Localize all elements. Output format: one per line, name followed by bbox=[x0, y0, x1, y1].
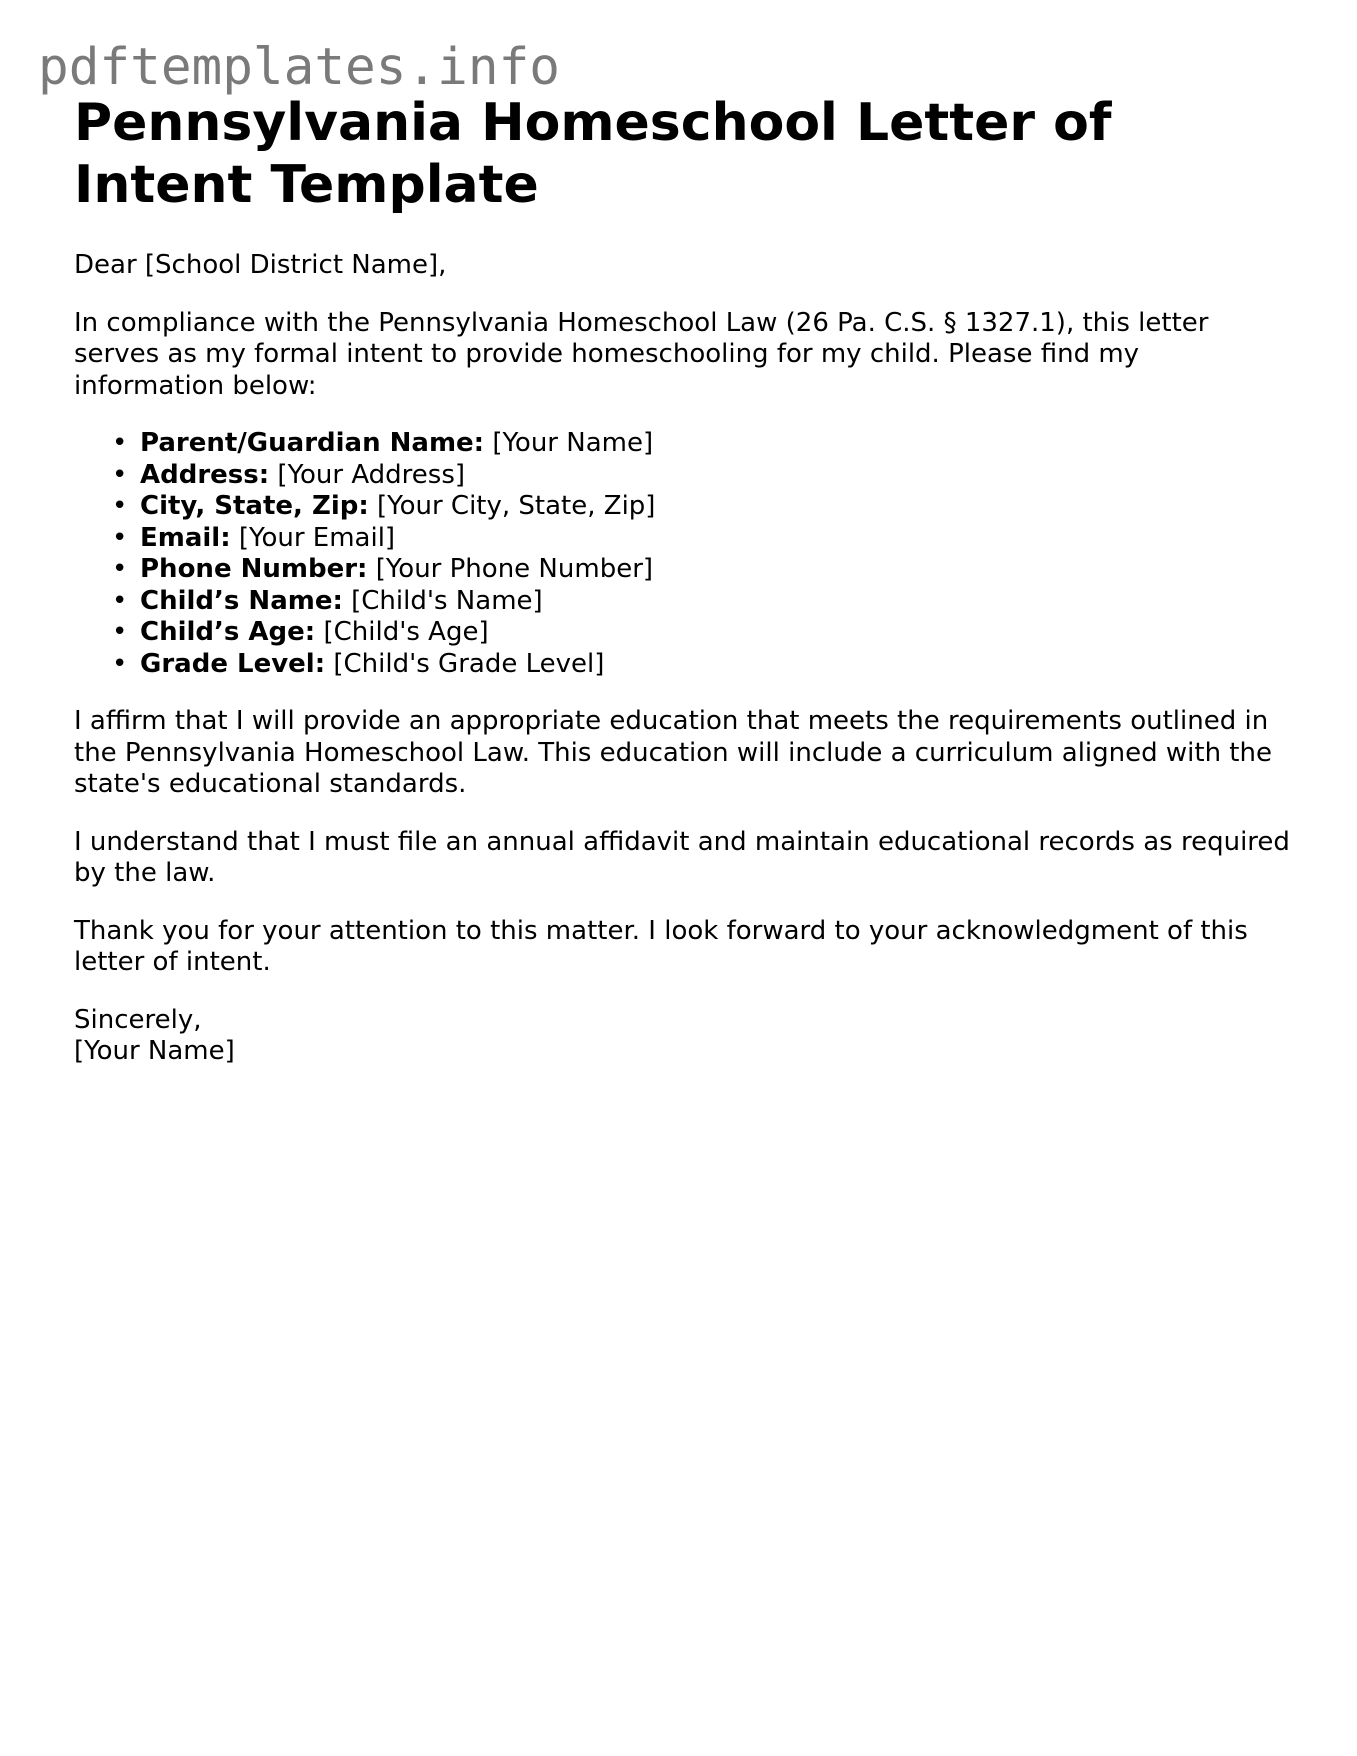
list-item bbox=[112, 459, 1294, 492]
item-value: [Your Email] bbox=[230, 522, 396, 553]
bullet-icon: • bbox=[112, 554, 128, 584]
list-item bbox=[112, 522, 1294, 555]
info-list bbox=[74, 428, 1294, 680]
affirmation-paragraph: I affirm that I will provide an appropriate education that meets the requirements outlined in the Pennsylvania Homeschool Law. This education will include a curriculum aligned with the state's educational standards. bbox=[74, 706, 1272, 799]
item-label: Email: bbox=[140, 522, 231, 553]
signature-placeholder: [Your Name] bbox=[74, 1036, 235, 1066]
item-label: Parent/Guardian Name: bbox=[140, 428, 485, 458]
bullet-icon: • bbox=[112, 617, 128, 647]
letter-page bbox=[74, 92, 1294, 1068]
item-label: Grade Level: bbox=[140, 648, 326, 679]
item-label: Child’s Name: bbox=[140, 585, 343, 616]
item-label: Phone Number: bbox=[140, 554, 368, 584]
item-value: [Your Address] bbox=[269, 459, 466, 490]
bullet-icon: • bbox=[112, 428, 128, 458]
item-value: [Child's Age] bbox=[315, 617, 489, 647]
list-item bbox=[112, 585, 1294, 618]
item-value: [Child's Name] bbox=[342, 585, 543, 616]
understanding-paragraph: I understand that I must file an annual affidavit and maintain educational records as required by the law. bbox=[74, 826, 1290, 888]
bullet-icon: • bbox=[112, 491, 128, 521]
closing-text: Sincerely, bbox=[74, 1004, 202, 1035]
closing-block bbox=[74, 1005, 1294, 1068]
item-value: [Your City, State, Zip] bbox=[368, 491, 656, 521]
list-item bbox=[112, 617, 1294, 649]
bullet-icon: • bbox=[112, 459, 128, 490]
item-value: [Your Phone Number] bbox=[367, 554, 654, 584]
list-item bbox=[112, 428, 1294, 460]
list-item bbox=[112, 648, 1294, 681]
watermark: pdftemplates.info bbox=[38, 38, 560, 97]
item-label: Address: bbox=[140, 459, 270, 490]
letter-body bbox=[74, 250, 1294, 1068]
bullet-icon: • bbox=[112, 585, 128, 616]
list-item bbox=[112, 491, 1294, 523]
item-label: Child’s Age: bbox=[140, 617, 316, 647]
thanks-paragraph: Thank you for your attention to this matter. I look forward to your acknowledgment of this letter of intent. bbox=[74, 915, 1248, 977]
bullet-icon: • bbox=[112, 648, 128, 679]
list-item bbox=[112, 554, 1294, 586]
item-value: [Child's Grade Level] bbox=[325, 648, 605, 679]
item-label: City, State, Zip: bbox=[140, 491, 369, 521]
salutation: Dear [School District Name], bbox=[74, 250, 447, 280]
item-value: [Your Name] bbox=[484, 428, 654, 458]
document-title: Pennsylvania Homeschool Letter of Intent Template bbox=[74, 93, 1112, 215]
intro-paragraph: In compliance with the Pennsylvania Homeschool Law (26 Pa. C.S. § 1327.1), this letter serves as my formal intent to provide homeschooling for my child. Please find my information below: bbox=[74, 307, 1209, 401]
bullet-icon: • bbox=[112, 522, 128, 553]
